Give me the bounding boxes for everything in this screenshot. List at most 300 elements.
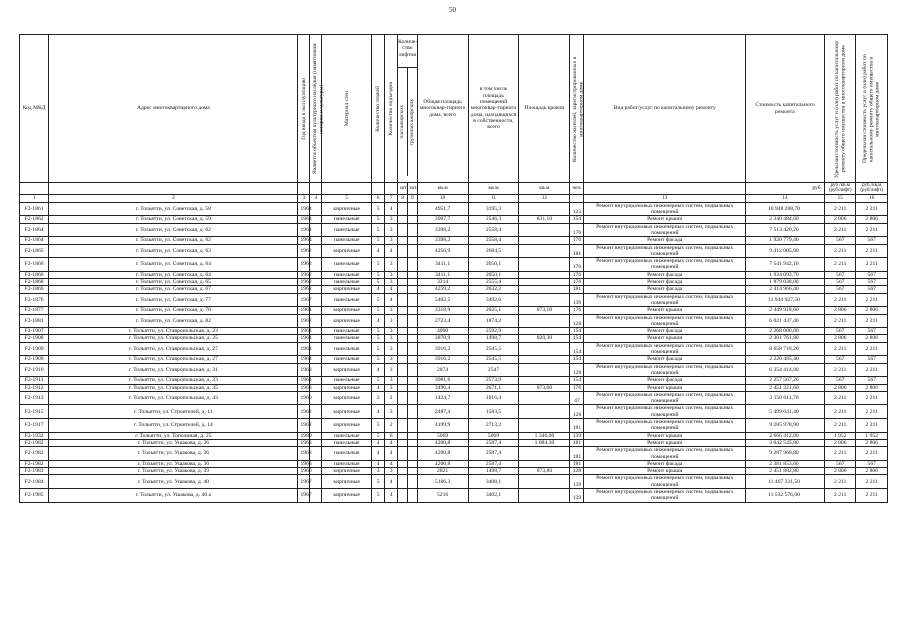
cell-max: 2 211	[856, 475, 888, 489]
header-owned-area: в том числе площадь помещений многоквар-тирного дома, находящихся в собственности, всего	[468, 35, 519, 183]
cell-walls: панельные	[322, 342, 372, 356]
cell-residents: 128	[570, 468, 584, 475]
cell-unit: 2 211	[825, 391, 856, 405]
cell-cost: 2 268 000,00	[745, 328, 824, 335]
cell-work: Ремонт крыши	[584, 307, 745, 314]
cell-work: Ремонт фасада	[584, 279, 745, 286]
cell-entrances: 6	[385, 432, 398, 439]
cell-unit: 1 952	[825, 432, 856, 439]
cell-cost: 9 285 978,90	[745, 419, 824, 433]
cell-year: 1962	[298, 286, 310, 293]
cell-max: 567	[856, 237, 888, 244]
cell-total: 2723,4	[417, 314, 468, 328]
table-row	[20, 223, 888, 237]
cell-walls: кирпичные	[322, 307, 372, 314]
cell-total: 2487,4	[417, 405, 468, 419]
col-number: 10	[417, 194, 468, 202]
header-lifts-cargo: грузопассажирских	[409, 98, 416, 146]
cell-walls: кирпичные	[322, 314, 372, 328]
cell-max: 2 211	[856, 258, 888, 272]
cell-code: F2-1915	[20, 405, 49, 419]
cell-roof	[519, 293, 570, 307]
cell-total: 3907,7	[417, 216, 468, 223]
cell-address: г. Тольятти, ул. Тополиная, д. 25	[49, 432, 298, 439]
cell-unit: 567	[825, 328, 856, 335]
cell-residents: 154	[570, 328, 584, 335]
cell-roof	[519, 391, 570, 405]
cell-residents: 181	[570, 244, 584, 258]
cell-year: 1964	[298, 216, 310, 223]
cell-entrances: 3	[385, 307, 398, 314]
col-number: 11	[468, 194, 519, 202]
cell-year: 1960	[298, 391, 310, 405]
cell-floors: 5	[372, 202, 385, 216]
cell-walls: панельные	[322, 223, 372, 237]
cell-work: Ремонт крыши	[584, 439, 745, 446]
cell-entrances: 3	[385, 468, 398, 475]
cell-roof	[519, 286, 570, 293]
cell-code: F2-1866	[20, 258, 49, 272]
cell-year: 1962	[298, 258, 310, 272]
unit-lifts-cargo: шт.	[407, 183, 417, 195]
cell-owned: 2713,2	[468, 419, 519, 433]
cell-year: 1962	[298, 405, 310, 419]
cell-entrances: 3	[385, 258, 398, 272]
cell-entrances: 4	[385, 475, 398, 489]
header-year: Год ввода в эксплуатацию	[300, 77, 307, 140]
cell-max: 2 806	[856, 439, 888, 446]
cell-max: 2 211	[856, 314, 888, 328]
cell-code: F2-1877	[20, 307, 49, 314]
cell-entrances: 4	[385, 202, 398, 216]
cell-residents: 128	[570, 363, 584, 377]
cell-cost: 11 467 331,50	[745, 475, 824, 489]
cell-address: г. Тольятти, ул. Ставропольская, д. 27	[49, 356, 298, 363]
cell-cost: 1 879 038,00	[745, 279, 824, 286]
cell-unit: 567	[825, 286, 856, 293]
cell-address: г. Тольятти, ул. Ставропольская, д. 25	[49, 335, 298, 342]
cell-owned: 2555,4	[468, 279, 519, 286]
table-row	[20, 335, 888, 342]
cell-unit: 2 211	[825, 363, 856, 377]
cell-total: 4199,9	[417, 419, 468, 433]
cell-unit: 2 211	[825, 475, 856, 489]
table-row	[20, 342, 888, 356]
cell-owned: 1498,7	[468, 335, 519, 342]
cell-unit: 2 211	[825, 488, 856, 502]
header-lifts-pass: пассажирских	[399, 105, 406, 139]
cell-unit: 2 806	[825, 439, 856, 446]
cell-max: 567	[856, 279, 888, 286]
cell-max: 567	[856, 328, 888, 335]
cell-address: г. Тольятти, ул. Советская, д. 65	[49, 279, 298, 286]
cell-year: 1964	[298, 377, 310, 384]
table-row	[20, 419, 888, 433]
cell-unit: 2 211	[825, 419, 856, 433]
cell-walls: кирпичные	[322, 419, 372, 433]
cell-roof	[519, 475, 570, 489]
cell-residents: 176	[570, 271, 584, 278]
header-address: Адрес многоквартирного дома	[49, 35, 298, 183]
cell-code: F2-1917	[20, 419, 49, 433]
cell-max: 2 211	[856, 419, 888, 433]
cell-walls: панельные	[322, 335, 372, 342]
cell-floors: 4	[372, 286, 385, 293]
cell-owned: 1583,5	[468, 405, 519, 419]
table-row	[20, 475, 888, 489]
cell-unit: 567	[825, 377, 856, 384]
cell-cost: 7 541 942,10	[745, 258, 824, 272]
cell-work: Ремонт внутридомовых инженерных систем, подвальных помещений	[584, 488, 745, 502]
cell-work: Ремонт фасада	[584, 377, 745, 384]
cell-total: 3314	[417, 279, 468, 286]
cell-address: г. Тольятти, ул. Советская, д. 62	[49, 223, 298, 237]
capital-repair-table	[19, 34, 888, 503]
cell-year: 1963	[298, 384, 310, 391]
cell-cost: 5 499 641,40	[745, 405, 824, 419]
cell-owned: 5069	[468, 432, 519, 439]
cell-year: 1962	[298, 271, 310, 278]
cell-year: 1967	[298, 475, 310, 489]
cell-code: F2-1861	[20, 202, 49, 216]
cell-residents: 154	[570, 342, 584, 356]
cell-walls: панельные	[322, 439, 372, 446]
cell-entrances: 4	[385, 286, 398, 293]
cell-work: Ремонт внутридомовых инженерных систем, подвальных помещений	[584, 293, 745, 307]
cell-cost: 11 532 576,00	[745, 488, 824, 502]
header-heritage: Является объектом культурного наследия (памятником истории и культуры)	[312, 43, 325, 174]
cell-residents: 181	[570, 460, 584, 467]
cell-unit: 2 211	[825, 258, 856, 272]
cell-floors: 4	[372, 405, 385, 419]
cell-walls: панельные	[322, 328, 372, 335]
unit-total-area: кв.м	[417, 183, 468, 195]
cell-work: Ремонт фасада	[584, 356, 745, 363]
cell-code: F2-1911	[20, 377, 49, 384]
cell-max: 2 806	[856, 384, 888, 391]
cell-roof	[519, 488, 570, 502]
cell-walls: панельные	[322, 258, 372, 272]
unit-cost: руб.	[745, 183, 824, 195]
cell-residents: 176	[570, 258, 584, 272]
cell-max: 2 211	[856, 447, 888, 461]
cell-total: 4200,8	[417, 460, 468, 467]
cell-roof: 820,30	[519, 335, 570, 342]
cell-year: 1967	[298, 488, 310, 502]
cell-floors: 4	[372, 363, 385, 377]
cell-address: г. Тольятти, ул. Советская, д. 78	[49, 307, 298, 314]
table-row	[20, 286, 888, 293]
table-body	[20, 202, 888, 502]
cell-cost: 10 948 208,70	[745, 202, 824, 216]
cell-code: F2-1982	[20, 447, 49, 461]
cell-code: F2-1984	[20, 475, 49, 489]
cell-work: Ремонт внутридомовых инженерных систем, подвальных помещений	[584, 363, 745, 377]
table-row	[20, 244, 888, 258]
cell-residents: 128	[570, 314, 584, 328]
cell-residents: 154	[570, 335, 584, 342]
header-roof-area: Площадь кровли	[519, 35, 570, 183]
table-row	[20, 314, 888, 328]
cell-year: 1961	[298, 307, 310, 314]
cell-floors: 5	[372, 419, 385, 433]
cell-total: 2874	[417, 363, 468, 377]
cell-roof: 873,80	[519, 468, 570, 475]
cell-year: 1964	[298, 223, 310, 237]
cell-cost: 2 451 321,60	[745, 384, 824, 391]
header-unit-cost: Удельная стоимость услуг и (или) работ по капитальному ремонту общего имущества в многоквартирном доме	[833, 39, 847, 178]
cell-owned: 2587,4	[468, 447, 519, 461]
cell-address: г. Тольятти, ул. Советская, д. 64	[49, 258, 298, 272]
cell-total: 1424,7	[417, 391, 468, 405]
cell-cost: 2 340 484,60	[745, 216, 824, 223]
header-max-cost: Предельная стоимость услуг и (или) работ по капитальному ремонту общего имущества в многоквартирном доме	[862, 54, 881, 163]
cell-unit: 567	[825, 356, 856, 363]
table-row	[20, 258, 888, 272]
cell-entrances: 3	[385, 314, 398, 328]
table-row	[20, 328, 888, 335]
cell-code: F2-1869	[20, 286, 49, 293]
cell-floors: 5	[372, 279, 385, 286]
col-number: 12	[519, 194, 570, 202]
cell-floors: 4	[372, 460, 385, 467]
cell-roof: 831,10	[519, 216, 570, 223]
cell-code: F2-1876	[20, 293, 49, 307]
cell-walls: панельные	[322, 237, 372, 244]
cell-max: 567	[856, 460, 888, 467]
table-row	[20, 216, 888, 223]
cell-entrances: 4	[385, 488, 398, 502]
header-cost: Стоимость капитального ремонта	[745, 35, 824, 183]
cell-max: 2 211	[856, 293, 888, 307]
cell-entrances: 4	[385, 293, 398, 307]
cell-total: 5069	[417, 432, 468, 439]
cell-year: 1980	[298, 432, 310, 439]
cell-roof: 1 084,30	[519, 439, 570, 446]
cell-roof	[519, 363, 570, 377]
cell-unit: 2 211	[825, 244, 856, 258]
cell-entrances: 3	[385, 363, 398, 377]
cell-floors: 5	[372, 475, 385, 489]
col-number: 6	[372, 194, 385, 202]
cell-total: 3916,2	[417, 342, 468, 356]
cell-floors: 5	[372, 258, 385, 272]
cell-address: г. Тольятти, ул. Ушакова, д. 40 а	[49, 488, 298, 502]
col-number: 16	[856, 194, 888, 202]
cell-floors: 4	[372, 244, 385, 258]
cell-address: г. Тольятти, ул. Строителей, д. 11	[49, 405, 298, 419]
cell-residents: 176	[570, 237, 584, 244]
cell-residents: 47	[570, 391, 584, 405]
cell-year: 1962	[298, 314, 310, 328]
cell-code: F2-1907	[20, 328, 49, 335]
cell-total: 3981,6	[417, 377, 468, 384]
cell-roof	[519, 237, 570, 244]
col-number: 8	[398, 194, 408, 202]
table-row	[20, 307, 888, 314]
cell-address: г. Тольятти, ул. Советская, д. 64	[49, 271, 298, 278]
table-row	[20, 405, 888, 419]
unit-owned-area: кв.м	[468, 183, 519, 195]
cell-max: 2 806	[856, 216, 888, 223]
cell-owned: 2671,1	[468, 384, 519, 391]
cell-unit: 567	[825, 279, 856, 286]
cell-work: Ремонт фасада	[584, 286, 745, 293]
cell-walls: панельные	[322, 216, 372, 223]
cell-floors: 5	[372, 328, 385, 335]
cell-residents: 181	[570, 439, 584, 446]
cell-address: г. Тольятти, ул. Ушакова, д. 39	[49, 468, 298, 475]
cell-floors: 5	[372, 271, 385, 278]
cell-code: F2-1982	[20, 460, 49, 467]
cell-address: г. Тольятти, ул. Советская, д. 77	[49, 293, 298, 307]
cell-roof	[519, 405, 570, 419]
cell-total: 3398,2	[417, 237, 468, 244]
cell-work: Ремонт фасада	[584, 328, 745, 335]
cell-floors: 5	[372, 377, 385, 384]
cell-year: 1963	[298, 460, 310, 467]
cell-year: 1964	[298, 237, 310, 244]
cell-work: Ремонт фасада	[584, 460, 745, 467]
cell-entrances: 4	[385, 460, 398, 467]
cell-owned: 2547	[468, 363, 519, 377]
cell-walls: панельные	[322, 447, 372, 461]
cell-entrances: 2	[385, 419, 398, 433]
cell-work: Ремонт внутридомовых инженерных систем, подвальных помещений	[584, 258, 745, 272]
cell-owned: 2573,9	[468, 377, 519, 384]
header-floors: Количество этажей	[374, 85, 381, 132]
cell-cost: 2 301 761,80	[745, 335, 824, 342]
cell-code: F2-1868	[20, 279, 49, 286]
cell-work: Ремонт крыши	[584, 468, 745, 475]
col-number: 4	[310, 194, 322, 202]
cell-walls: панельные	[322, 293, 372, 307]
cell-floors: 5	[372, 432, 385, 439]
cell-unit: 567	[825, 271, 856, 278]
cell-owned: 2684,5	[468, 244, 519, 258]
cell-residents: 139	[570, 293, 584, 307]
cell-owned: 3408,1	[468, 475, 519, 489]
cell-address: г. Тольятти, ул. Ставропольская, д. 31	[49, 363, 298, 377]
cell-total: 3496,4	[417, 384, 468, 391]
cell-owned: 2546,3	[468, 216, 519, 223]
cell-residents: 139	[570, 475, 584, 489]
cell-total: 5186,3	[417, 475, 468, 489]
cell-roof	[519, 447, 570, 461]
cell-address: г. Тольятти, ул. Ставропольская, д. 27	[49, 342, 298, 356]
table-row	[20, 356, 888, 363]
cell-entrances: 3	[385, 356, 398, 363]
cell-work: Ремонт внутридомовых инженерных систем, подвальных помещений	[584, 419, 745, 433]
cell-total: 2821	[417, 468, 468, 475]
cell-walls: панельные	[322, 356, 372, 363]
cell-year: 1963	[298, 447, 310, 461]
cell-owned: 2592,9	[468, 328, 519, 335]
cell-entrances: 3	[385, 279, 398, 286]
cell-residents: 176	[570, 279, 584, 286]
cell-owned: 2050,1	[468, 258, 519, 272]
cell-work: Ремонт внутридомовых инженерных систем, подвальных помещений	[584, 202, 745, 216]
cell-residents: 139	[570, 432, 584, 439]
cell-code: F2-1985	[20, 488, 49, 502]
cell-code: F2-1866	[20, 271, 49, 278]
table-row	[20, 293, 888, 307]
cell-roof: 873,10	[519, 307, 570, 314]
cell-unit: 2 806	[825, 384, 856, 391]
cell-max: 2 211	[856, 488, 888, 502]
table-row	[20, 447, 888, 461]
cell-residents: 176	[570, 223, 584, 237]
cell-code: F2-1909	[20, 356, 49, 363]
table-row	[20, 391, 888, 405]
cell-total: 4256,9	[417, 244, 468, 258]
cell-residents: 123	[570, 202, 584, 216]
cell-max: 2 211	[856, 342, 888, 356]
cell-work: Ремонт фасада	[584, 237, 745, 244]
cell-address: г. Тольятти, ул. Советская, д. 63	[49, 244, 298, 258]
cell-owned: 2558,4	[468, 223, 519, 237]
cell-work: Ремонт внутридомовых инженерных систем, подвальных помещений	[584, 244, 745, 258]
cell-owned: 2025,1	[468, 307, 519, 314]
unit-unit-cost: руб./кв.м (руб/лифт)	[825, 183, 856, 195]
cell-unit: 2 806	[825, 468, 856, 475]
cell-max: 1 952	[856, 432, 888, 439]
cell-owned: 2587,4	[468, 460, 519, 467]
cell-owned: 3195,3	[468, 202, 519, 216]
cell-roof	[519, 419, 570, 433]
header-code: Код МКД	[20, 35, 49, 183]
cell-max: 2 211	[856, 405, 888, 419]
cell-total: 4200,8	[417, 439, 468, 446]
cell-code: F2-1982	[20, 439, 49, 446]
cell-unit: 567	[825, 460, 856, 467]
cell-owned: 2545,5	[468, 342, 519, 356]
cell-unit: 2 806	[825, 216, 856, 223]
cell-entrances: 3	[385, 271, 398, 278]
cell-work: Ремонт крыши	[584, 432, 745, 439]
cell-code: F2-1910	[20, 363, 49, 377]
cell-max: 2 806	[856, 307, 888, 314]
unit-residents: чел.	[570, 183, 584, 195]
cell-unit: 2 211	[825, 223, 856, 237]
cell-entrances: 3	[385, 237, 398, 244]
cell-entrances: 3	[385, 223, 398, 237]
cell-roof: 1 346,00	[519, 432, 570, 439]
cell-address: г. Тольятти, ул. Ставропольская, д. 43	[49, 391, 298, 405]
cell-code: F2-1862	[20, 216, 49, 223]
cell-entrances: 3	[385, 328, 398, 335]
table-row	[20, 468, 888, 475]
cell-work: Ремонт внутридомовых инженерных систем, подвальных помещений	[584, 223, 745, 237]
cell-entrances: 4	[385, 447, 398, 461]
cell-work: Ремонт внутридомовых инженерных систем, подвальных помещений	[584, 342, 745, 356]
cell-entrances: 3	[385, 377, 398, 384]
cell-roof	[519, 271, 570, 278]
cell-code: F2-1881	[20, 314, 49, 328]
cell-walls: кирпичные	[322, 488, 372, 502]
cell-cost: 2 449 918,60	[745, 307, 824, 314]
cell-max: 2 211	[856, 363, 888, 377]
cell-residents: 128	[570, 405, 584, 419]
cell-floors: 5	[372, 335, 385, 342]
header-walls: Материал стен	[343, 90, 350, 127]
cell-unit: 2 211	[825, 202, 856, 216]
cell-walls: кирпичные	[322, 384, 372, 391]
cell-cost: 9 287 968,80	[745, 447, 824, 461]
cell-work: Ремонт крыши	[584, 335, 745, 342]
col-number: 13	[584, 194, 745, 202]
col-number: 14	[745, 194, 824, 202]
